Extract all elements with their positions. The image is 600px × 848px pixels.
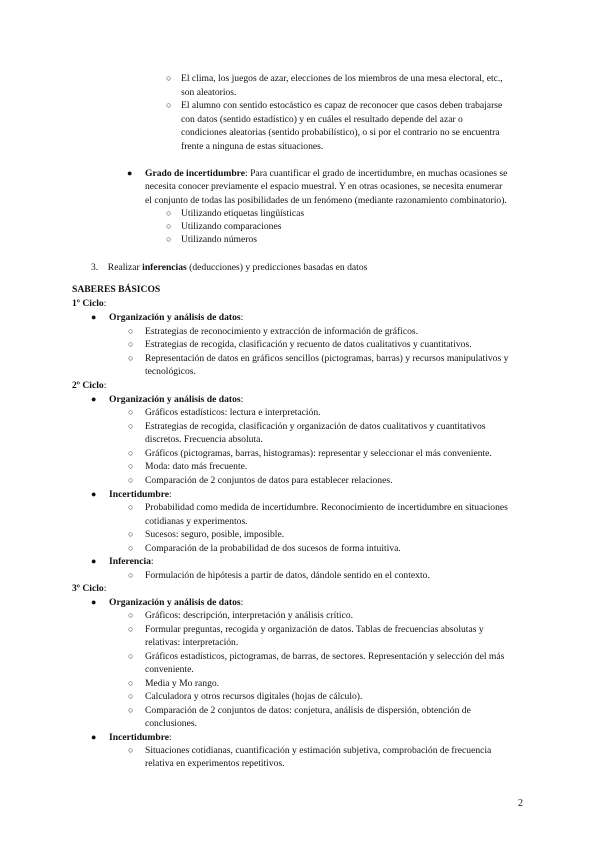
subsection-title: Incertidumbre xyxy=(109,489,170,500)
circle-bullet-icon: ○ xyxy=(128,529,134,539)
list-item: Utilizando números xyxy=(181,234,257,245)
list-item: Representación de datos en gráficos sencillos (pictogramas, barras) y recursos manipulativos y xyxy=(145,353,509,364)
cycle-title: 2º Ciclo xyxy=(72,380,104,391)
subsection-title: Organización y análisis de datos xyxy=(109,312,241,323)
dot-bullet-icon: ● xyxy=(91,489,97,499)
circle-bullet-icon: ○ xyxy=(128,678,134,688)
circle-bullet-icon: ○ xyxy=(128,448,134,458)
subsection-heading xyxy=(109,311,243,324)
subsection-heading xyxy=(109,596,243,609)
circle-bullet-icon: ○ xyxy=(128,705,134,715)
circle-bullet-icon: ○ xyxy=(128,421,134,431)
subsection-heading xyxy=(109,731,172,744)
text-line: condiciones aleatorias (sentido probabilístico), o si por el contrario no se encuentra xyxy=(181,127,500,138)
dot-bullet-icon: ● xyxy=(91,597,97,607)
circle-bullet-icon: ○ xyxy=(128,624,134,634)
text-line: necesita conocer previamente el espacio muestral. Y en otras ocasiones, se necesita enumerar xyxy=(145,181,503,192)
list-item: Gráficos: descripción, interpretación y análisis crítico. xyxy=(145,610,354,621)
text-fragment: : Para cuantificar el grado de incertidumbre, en muchas ocasiones se xyxy=(245,168,508,179)
circle-bullet-icon: ○ xyxy=(128,610,134,620)
list-item: Moda: dato más frecuente. xyxy=(145,461,248,472)
list-item-continuation: cotidianas y experimentos. xyxy=(145,516,248,527)
cycle-title: 1º Ciclo xyxy=(72,298,104,309)
text-line: El alumno con sentido estocástico es capaz de reconocer que casos deben trabajarse xyxy=(181,100,503,111)
page-number: 2 xyxy=(518,798,523,809)
item-number: 3. xyxy=(91,262,99,273)
bold-term: inferencias xyxy=(142,262,187,273)
text-fragment: (deducciones) y predicciones basadas en datos xyxy=(186,262,368,273)
list-item: Situaciones cotidianas, cuantificación y estimación subjetiva, comprobación de frecuencia xyxy=(145,745,492,756)
circle-bullet-icon: ○ xyxy=(166,208,172,218)
list-item: Gráficos estadísticos, pictogramas, de barras, de sectores. Representación y selección del más xyxy=(145,651,505,662)
dot-bullet-icon: ● xyxy=(91,394,97,404)
text-fragment: Realizar xyxy=(107,262,143,273)
cycle-heading xyxy=(72,297,106,310)
subsection-heading xyxy=(109,393,243,406)
circle-bullet-icon: ○ xyxy=(128,326,134,336)
text-fragment: : xyxy=(103,583,107,594)
list-item-continuation: tecnológicos. xyxy=(145,366,196,377)
list-item: Calculadora y otros recursos digitales (hojas de cálculo). xyxy=(145,691,363,702)
list-item: Estrategias de recogida, clasificación y organización de datos cualitativos y cuantitativos xyxy=(145,421,486,432)
cycle-title: 3º Ciclo xyxy=(72,583,104,594)
circle-bullet-icon: ○ xyxy=(128,745,134,755)
subsection-title: Organización y análisis de datos xyxy=(109,394,241,405)
list-item: Estrategias de recogida, clasificación y recuento de datos cualitativos y cuantitativos. xyxy=(145,339,472,350)
list-item: Formular preguntas, recogida y organización de datos. Tablas de frecuencias absolutas y xyxy=(145,624,484,635)
text-fragment: : xyxy=(103,298,107,309)
text-fragment: : xyxy=(240,394,244,405)
text-fragment: : xyxy=(103,380,107,391)
numbered-item xyxy=(91,261,367,274)
list-item: Formulación de hipótesis a partir de datos, dándole sentido en el contexto. xyxy=(145,570,430,581)
circle-bullet-icon: ○ xyxy=(166,221,172,231)
subsection-title: Incertidumbre xyxy=(109,732,170,743)
list-item-continuation: relativas: interpretación. xyxy=(145,637,239,648)
text-fragment: : xyxy=(240,597,244,608)
circle-bullet-icon: ○ xyxy=(128,543,134,553)
circle-bullet-icon: ○ xyxy=(128,502,134,512)
circle-bullet-icon: ○ xyxy=(128,570,134,580)
cycle-heading xyxy=(72,582,106,595)
section-title: SABERES BÁSICOS xyxy=(72,284,161,295)
subsection-title: Inferencia xyxy=(109,556,151,567)
list-item: Comparación de 2 conjuntos de datos para establecer relaciones. xyxy=(145,475,393,486)
circle-bullet-icon: ○ xyxy=(128,407,134,417)
list-item: Gráficos (pictogramas, barras, histogramas): representar y seleccionar el más conveniente. xyxy=(145,448,492,459)
circle-bullet-icon: ○ xyxy=(128,461,134,471)
list-item-continuation: conclusiones. xyxy=(145,718,197,729)
circle-bullet-icon: ○ xyxy=(128,353,134,363)
circle-bullet-icon: ○ xyxy=(166,100,172,110)
circle-bullet-icon: ○ xyxy=(166,73,172,83)
subsection-heading xyxy=(109,488,172,501)
list-item: Utilizando etiquetas lingüísticas xyxy=(181,208,305,219)
text-line xyxy=(145,167,507,180)
list-item: Utilizando comparaciones xyxy=(181,221,282,232)
text-fragment: : xyxy=(169,489,172,500)
dot-bullet-icon: ● xyxy=(127,168,133,178)
dot-bullet-icon: ● xyxy=(91,312,97,322)
section-heading: Grado de incertidumbre xyxy=(145,168,246,179)
text-fragment: : xyxy=(240,312,244,323)
text-line: El clima, los juegos de azar, elecciones de los miembros de una mesa electoral, etc., xyxy=(181,73,503,84)
text-line: con datos (sentido estadístico) y en cuáles el resultado depende del azar o xyxy=(181,114,463,125)
text-line: el conjunto de todas las posibilidades de un fenómeno (mediante razonamiento combinatorio). xyxy=(145,195,507,206)
text-fragment: : xyxy=(150,556,154,567)
list-item-continuation: conveniente. xyxy=(145,664,194,675)
circle-bullet-icon: ○ xyxy=(128,651,134,661)
list-item: Estrategias de reconocimiento y extracción de información de gráficos. xyxy=(145,326,419,337)
text-fragment: : xyxy=(169,732,172,743)
subsection-title: Organización y análisis de datos xyxy=(109,597,241,608)
dot-bullet-icon: ● xyxy=(91,556,97,566)
circle-bullet-icon: ○ xyxy=(128,691,134,701)
list-item-continuation: discretos. Frecuencia absoluta. xyxy=(145,434,263,445)
dot-bullet-icon: ● xyxy=(91,732,97,742)
circle-bullet-icon: ○ xyxy=(128,339,134,349)
cycle-heading xyxy=(72,379,106,392)
text-line: frente a ninguna de estas situaciones. xyxy=(181,141,324,152)
text-line: son aleatorios. xyxy=(181,87,237,98)
circle-bullet-icon: ○ xyxy=(128,475,134,485)
list-item: Sucesos: seguro, posible, imposible. xyxy=(145,529,285,540)
subsection-heading xyxy=(109,555,154,568)
list-item: Gráficos estadísticos: lectura e interpretación. xyxy=(145,407,321,418)
list-item-continuation: relativa en experimentos repetitivos. xyxy=(145,758,285,769)
list-item: Media y Mo rango. xyxy=(145,678,220,689)
list-item: Comparación de la probabilidad de dos sucesos de forma intuitiva. xyxy=(145,543,401,554)
list-item: Comparación de 2 conjuntos de datos: conjetura, análisis de dispersión, obtención de xyxy=(145,705,471,716)
circle-bullet-icon: ○ xyxy=(166,234,172,244)
list-item: Probabilidad como medida de incertidumbre. Reconocimiento de incertidumbre en situaciones xyxy=(145,502,508,513)
